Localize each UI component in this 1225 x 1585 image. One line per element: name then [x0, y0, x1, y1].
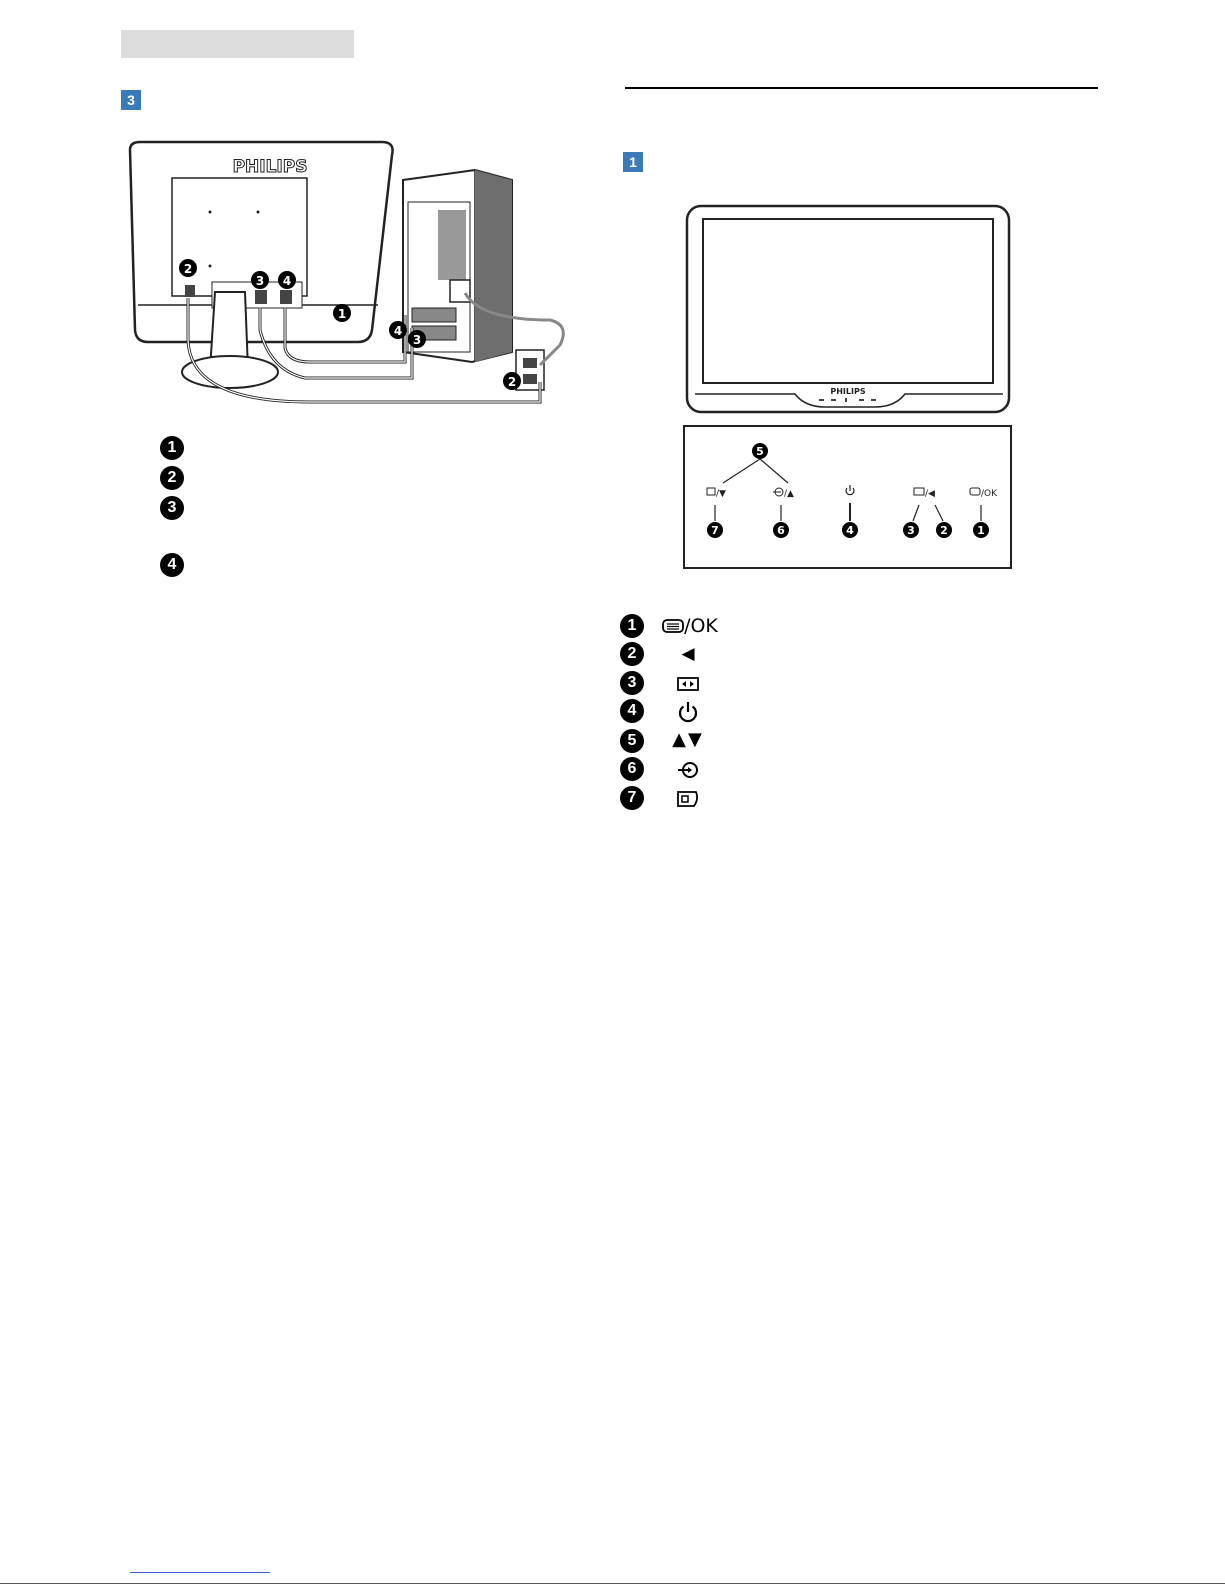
- svg-text:/OK: /OK: [981, 489, 998, 499]
- svg-text:2: 2: [507, 375, 517, 389]
- svg-text:2: 2: [183, 262, 193, 276]
- svg-text:2: 2: [940, 524, 948, 537]
- svg-text:6: 6: [777, 524, 785, 537]
- svg-text:4: 4: [846, 524, 854, 537]
- callout-3-monitor: [251, 271, 269, 289]
- auto-adjust-icon: [643, 671, 733, 697]
- monitor-brand-front: PHILIPS: [830, 387, 866, 396]
- svg-text:3: 3: [412, 333, 422, 347]
- footer-rule: [0, 1583, 1225, 1584]
- key-badge-3: 3: [620, 671, 644, 695]
- svg-text:3: 3: [907, 524, 915, 537]
- callout-3-pc: [408, 330, 426, 348]
- monitor-brand-rear: PHILIPS: [232, 157, 308, 177]
- key-badge-6: 6: [620, 757, 644, 781]
- key-badge-1: 1: [620, 614, 644, 638]
- header-bar: [121, 30, 354, 58]
- callout-3: [903, 522, 919, 538]
- svg-text:/▼: /▼: [716, 489, 726, 499]
- callout-1: [973, 522, 989, 538]
- legend-badge-4: 4: [160, 553, 184, 577]
- left-arrow-icon: ◀: [681, 644, 695, 664]
- callout-6: [773, 522, 789, 538]
- svg-text:1: 1: [337, 307, 347, 321]
- callout-5: [752, 443, 768, 459]
- key-badge-2: 2: [620, 642, 644, 666]
- section-rule: [625, 87, 1098, 89]
- svg-text:5: 5: [756, 445, 764, 458]
- legend-badge-1: 1: [160, 436, 184, 460]
- callout-2-outlet: [503, 372, 521, 390]
- svg-text:/◀: /◀: [925, 489, 935, 499]
- button-panel-diagram: [683, 425, 1013, 571]
- up-down-arrows-icon: ▲▼: [672, 729, 704, 750]
- svg-text:/▲: /▲: [784, 489, 794, 499]
- monitor-front-diagram: [685, 202, 1020, 417]
- key-badge-5: 5: [620, 729, 644, 753]
- callout-4-pc: [389, 321, 407, 339]
- connection-diagram: [120, 130, 580, 415]
- callout-2: [936, 522, 952, 538]
- legend-badge-2: 2: [160, 466, 184, 490]
- menu-icon: /OK: [645, 613, 735, 639]
- callout-2-power-monitor: [179, 259, 197, 277]
- key-badge-4: 4: [620, 699, 644, 723]
- svg-text:3: 3: [255, 274, 265, 288]
- step-badge-1: 1: [623, 152, 643, 172]
- callout-4: [842, 522, 858, 538]
- callout-7: [707, 522, 723, 538]
- callout-4-monitor: [278, 271, 296, 289]
- svg-text:4: 4: [393, 324, 403, 338]
- power-icon: [643, 699, 733, 725]
- legend-badge-3: 3: [160, 496, 184, 520]
- callout-1-lock: [333, 304, 351, 322]
- svg-text:1: 1: [977, 524, 985, 537]
- svg-text:4: 4: [282, 274, 292, 288]
- key-badge-7: 7: [620, 786, 644, 810]
- footer-link-underline[interactable]: [130, 1572, 270, 1573]
- smartimage-icon: [643, 786, 733, 812]
- step-badge-3: 3: [121, 90, 141, 110]
- svg-text:7: 7: [711, 524, 719, 537]
- input-icon: [643, 757, 733, 783]
